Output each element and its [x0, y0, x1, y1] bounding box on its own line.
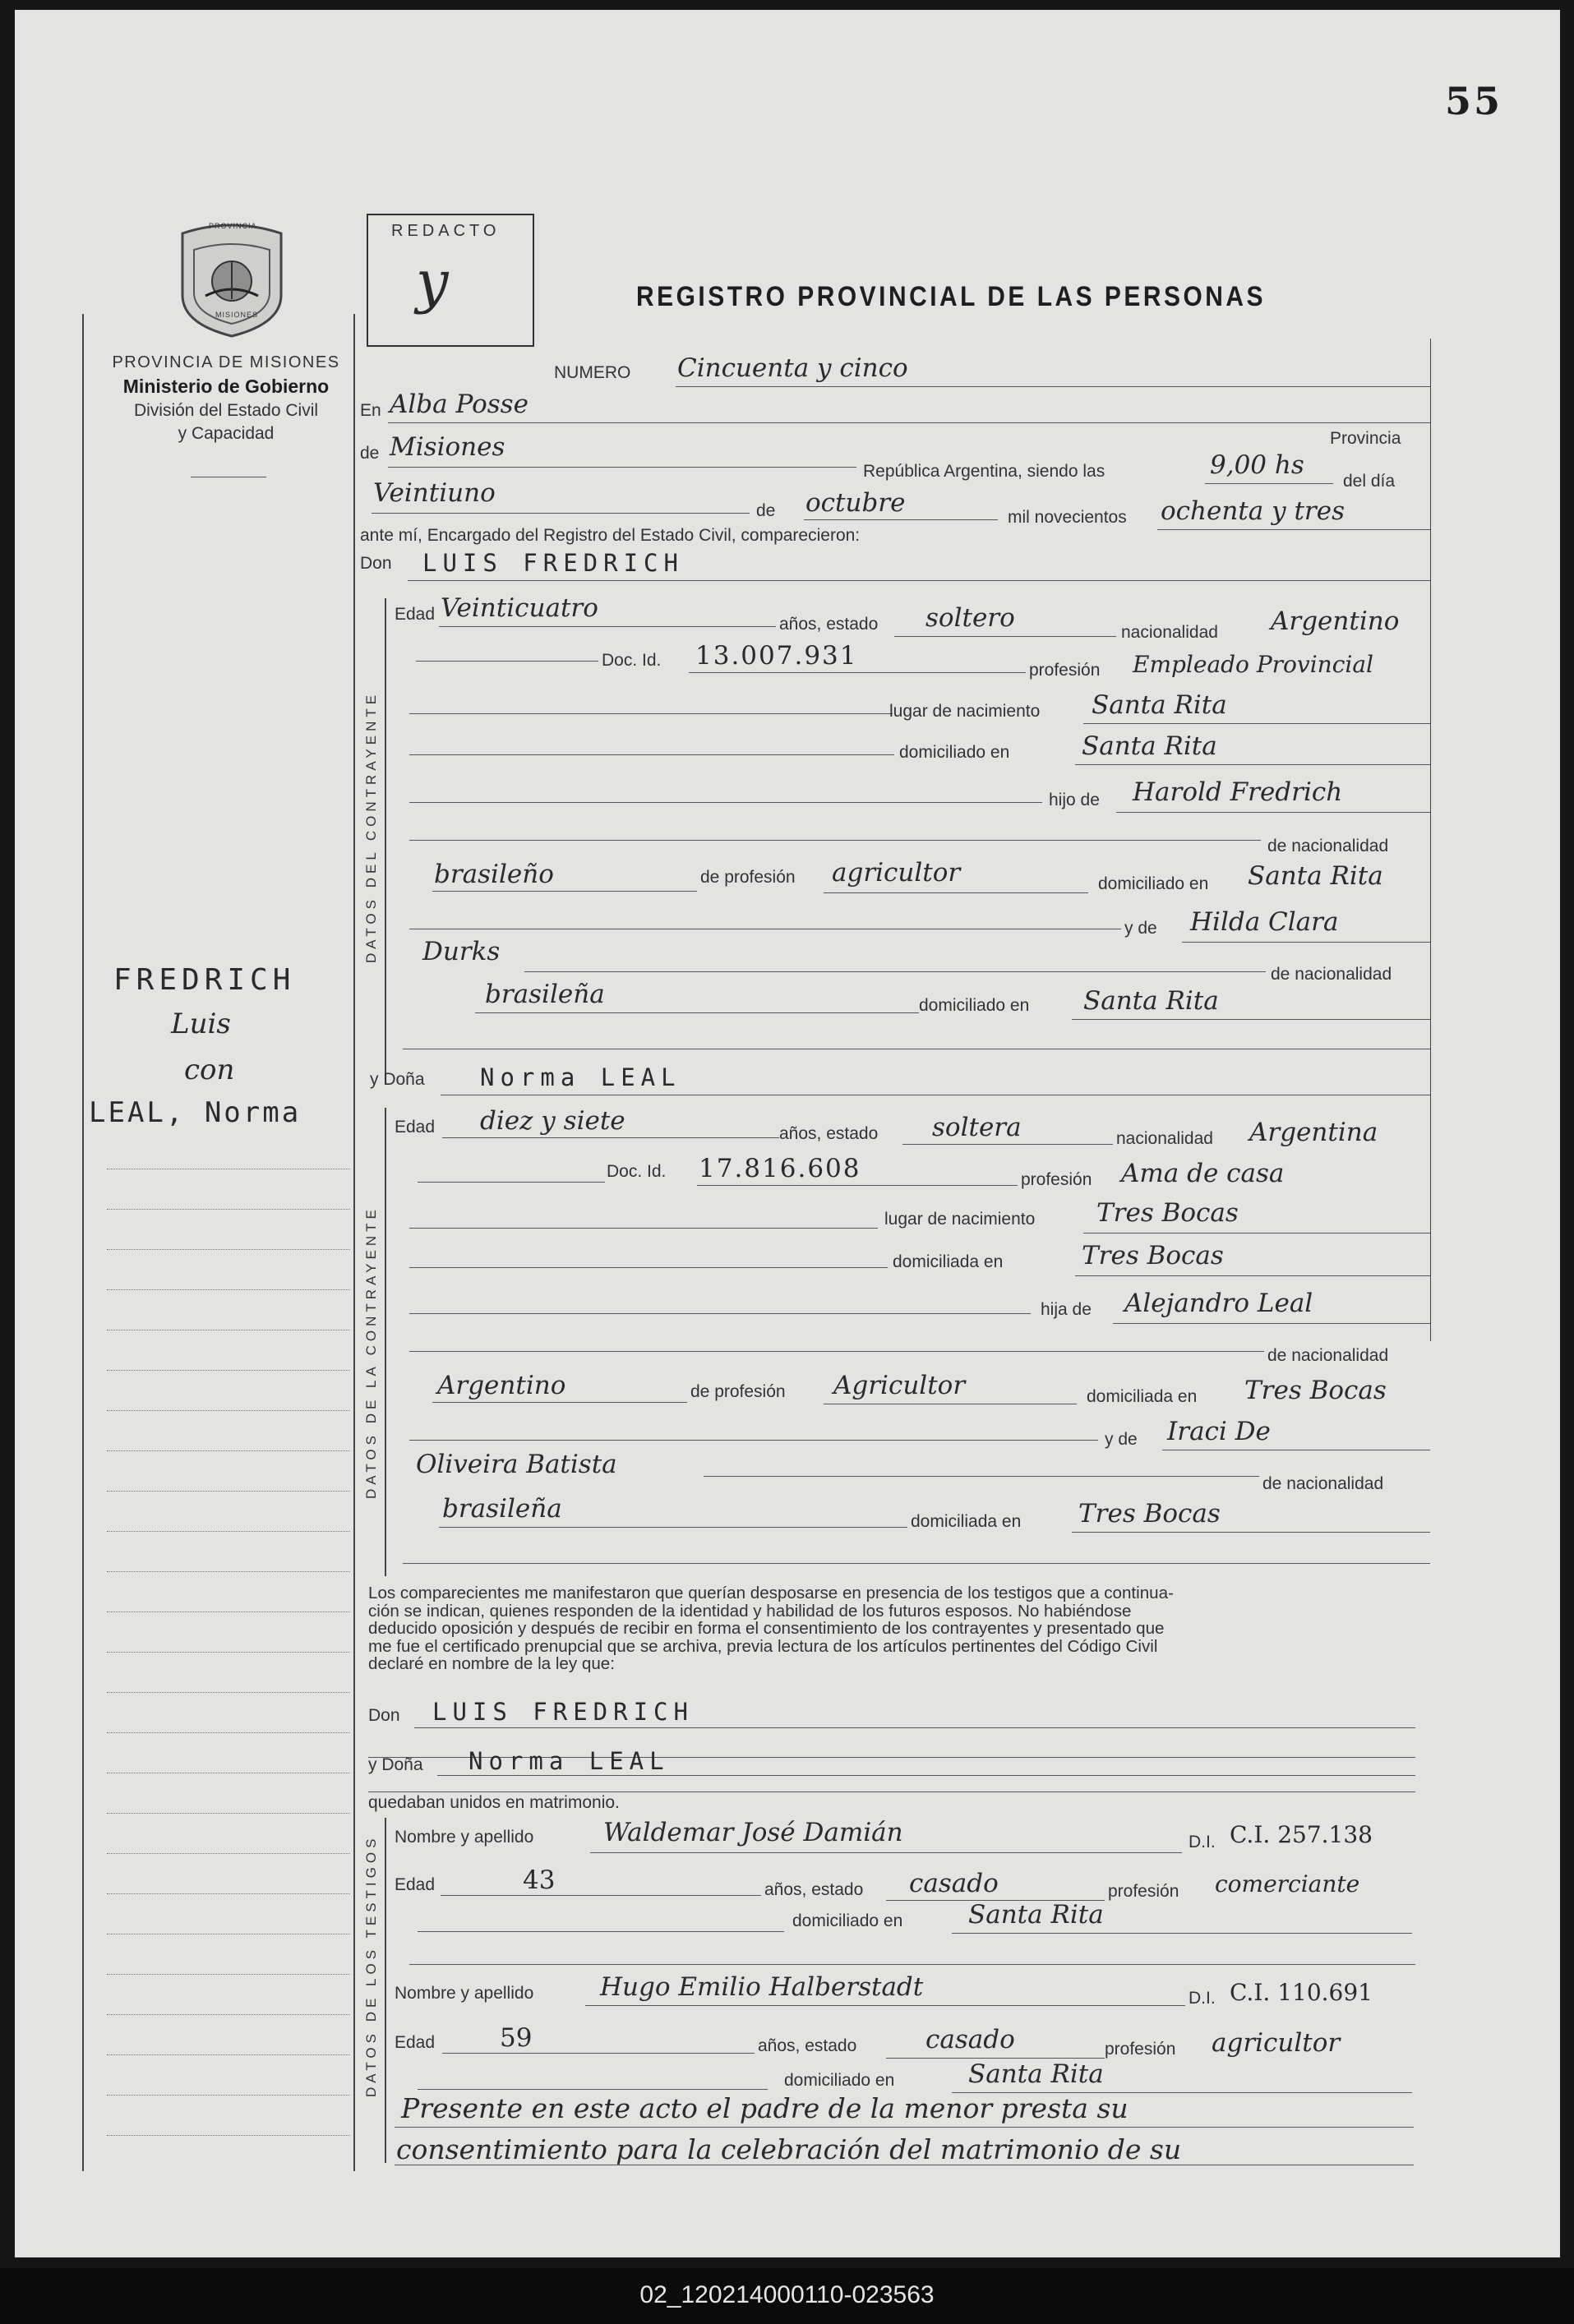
redacto-label: REDACTO: [391, 222, 501, 240]
scan-id: 02_120214000110-023563: [639, 2281, 935, 2308]
en-label: En: [360, 401, 381, 420]
groom-estado-rule: [894, 636, 1116, 637]
w2-edad-label: Edad: [395, 2033, 436, 2052]
w1-domicilio: Santa Rita: [968, 1900, 1104, 1930]
bride-estado-rule: [902, 1144, 1113, 1145]
don-label: Don: [360, 554, 392, 573]
groom-madre2-rule: [524, 971, 1266, 972]
bride-de-prof-label: de profesión: [690, 1382, 786, 1401]
dia-value: Veintiuno: [373, 478, 496, 508]
margin-ruled-line: [107, 2054, 350, 2055]
bride-yde-lead-rule: [409, 1440, 1098, 1441]
groom-nac-lead-rule: [409, 840, 1261, 841]
margin-ruled-line: [107, 1450, 350, 1451]
margin-ruled-line: [107, 1974, 350, 1975]
groom-padre-nac: brasileño: [434, 860, 554, 889]
margin-ruled-line: [107, 1893, 350, 1894]
lugar-rule: [388, 422, 1430, 423]
bride-madre-2: Oliveira Batista: [416, 1450, 617, 1479]
w1-estado: casado: [909, 1869, 999, 1898]
w2-name-rule: [585, 2005, 1185, 2006]
bride-edad: diez y siete: [480, 1106, 625, 1136]
w1-edad-rule: [441, 1895, 761, 1896]
groom-edad-rule: [439, 626, 776, 627]
dia-rule: [372, 513, 750, 514]
mil-label: mil novecientos: [1008, 508, 1127, 527]
groom-madre-nac: brasileña: [485, 980, 605, 1009]
decl-dona-label: y Doña: [368, 1755, 423, 1774]
margin-note-con: con: [184, 1054, 235, 1086]
note-rule-1: [395, 2127, 1414, 2128]
w1-profesion: comerciante: [1215, 1870, 1360, 1897]
groom-madre-2: Durks: [422, 937, 501, 966]
bride-doc-rule: [697, 1185, 1018, 1186]
seal-text-bottom: MISIONES: [215, 311, 259, 319]
province-label: PROVINCIA DE MISIONES: [112, 353, 340, 371]
bride-dom-label: domiciliada en: [893, 1252, 1004, 1271]
bride-padre-rule: [1113, 1323, 1430, 1324]
w1-edad-label: Edad: [395, 1875, 436, 1894]
provincia-value: Misiones: [390, 432, 505, 462]
witness-section-label: DATOS DE LOS TESTIGOS: [363, 1834, 379, 2097]
w1-name-rule: [590, 1852, 1182, 1853]
bride-nacionalidad: Argentina: [1249, 1118, 1378, 1147]
groom-nacionalidad: Argentino: [1271, 606, 1400, 636]
w2-name: Hugo Emilio Halberstadt: [600, 1972, 924, 2002]
numero-label: NUMERO: [554, 363, 631, 382]
w1-di: C.I. 257.138: [1230, 1821, 1373, 1848]
bride-padre-prof: Agricultor: [833, 1371, 966, 1400]
registry-title: REGISTRO PROVINCIAL DE LAS PERSONAS: [636, 281, 1267, 312]
lugar-value: Alba Posse: [390, 390, 529, 419]
groom-dom-rule: [1075, 764, 1430, 765]
bride-nac-lead-rule: [409, 1351, 1264, 1352]
w1-dom-lead-rule: [418, 1931, 784, 1932]
bride-lugar-nac-label: lugar de nacimiento: [884, 1210, 1036, 1229]
bride-dom-lead-rule: [409, 1267, 888, 1268]
bride-section-rule: [385, 1108, 386, 1576]
groom-madre-dom: Santa Rita: [1083, 986, 1219, 1016]
w1-di-label: D.I.: [1189, 1833, 1216, 1851]
margin-ruled-line: [107, 1249, 350, 1250]
bride-hija-lead-rule: [409, 1313, 1031, 1314]
groom-nac-label: nacionalidad: [1121, 623, 1218, 642]
decl-closing: quedaban unidos en matrimonio.: [368, 1793, 620, 1812]
declaration-line-1: Los comparecientes me manifestaron que querían desposarse en presencia de los testigos que a continua-: [368, 1584, 1174, 1602]
groom-madre: Hilda Clara: [1190, 907, 1339, 937]
groom-estado: soltero: [925, 603, 1015, 633]
declaration-line-2: ción se indican, quienes responden de la identidad y habilidad de los futuros esposos. No habiéndose: [368, 1601, 1132, 1621]
w2-anos-label: años, estado: [758, 2036, 857, 2055]
margin-ruled-line: [107, 1370, 350, 1371]
bride-padre-dom: Tres Bocas: [1244, 1376, 1387, 1405]
bride-lugar-lead-rule: [409, 1228, 878, 1229]
decl-bride: Norma LEAL: [469, 1747, 670, 1775]
groom-padre-dom: Santa Rita: [1248, 861, 1383, 891]
groom-hijo-lead-rule: [409, 802, 1042, 803]
groom-hijo-label: hijo de: [1049, 791, 1100, 809]
redacto-mark: y: [416, 248, 449, 316]
provincia-rule: [388, 467, 856, 468]
margin-ruled-line: [107, 2135, 350, 2136]
mes-value: octubre: [805, 488, 906, 518]
groom-edad: Veinticuatro: [441, 593, 598, 623]
groom-section-label: DATOS DEL CONTRAYENTE: [363, 690, 379, 963]
form-right-rule: [1430, 339, 1431, 1341]
groom-doc-rule: [689, 672, 1026, 673]
w1-nombre-label: Nombre y apellido: [395, 1828, 534, 1847]
bride-doc: 17.816.608: [699, 1154, 861, 1183]
bride-domicilio: Tres Bocas: [1082, 1241, 1224, 1270]
margin-ruled-line: [107, 2095, 350, 2096]
margin-ruled-line: [107, 1289, 350, 1290]
groom-de-prof-label: de profesión: [700, 868, 796, 887]
margin-ruled-line: [107, 1652, 350, 1653]
groom-profesion: Empleado Provincial: [1133, 651, 1373, 678]
groom-lugar-rule: [1083, 723, 1430, 724]
bride-lugar-nac: Tres Bocas: [1096, 1198, 1239, 1228]
mes-rule: [804, 519, 998, 520]
bride-de-nac-label: de nacionalidad: [1267, 1346, 1389, 1365]
del-dia-label: del día: [1343, 472, 1396, 491]
groom-padre-prof-rule: [824, 892, 1088, 893]
groom-padre-prof: agricultor: [832, 858, 961, 888]
bride-profesion: Ama de casa: [1121, 1159, 1285, 1188]
margin-ruled-line: [107, 1813, 350, 1814]
w1-edad: 43: [523, 1865, 556, 1895]
groom-padre-rule: [1116, 812, 1430, 813]
ante-label: ante mí, Encargado del Registro del Estado Civil, comparecieron:: [360, 526, 861, 545]
w1-end-rule: [409, 1964, 1415, 1965]
groom-dom-en-label: domiciliado en: [1098, 874, 1209, 893]
declaration-text: [368, 1584, 1174, 1673]
groom-dom-label: domiciliado en: [899, 743, 1010, 762]
bride-estado: soltera: [932, 1113, 1022, 1142]
bride-dom-en-label: domiciliada en: [1087, 1387, 1198, 1406]
groom-de-nac-label-2: de nacionalidad: [1271, 965, 1392, 984]
bride-hija-label: hija de: [1041, 1300, 1092, 1319]
w2-edad: 59: [500, 2023, 533, 2053]
groom-dom-lead-rule: [409, 754, 894, 755]
de-label: de: [360, 444, 380, 463]
w1-dom-rule: [952, 1933, 1412, 1934]
w2-profesion: agricultor: [1212, 2028, 1341, 2058]
register-page: [15, 10, 1560, 2257]
bride-madre-dom-rule: [1072, 1532, 1430, 1533]
declaration-line-5: declaré en nombre de la ley que:: [368, 1654, 615, 1673]
groom-anos-label: años, estado: [779, 615, 879, 634]
w2-estado-rule: [886, 2058, 1105, 2059]
margin-ruled-line: [107, 1692, 350, 1693]
groom-madre-rule: [1182, 942, 1430, 943]
bride-de-nac-label-2: de nacionalidad: [1262, 1474, 1384, 1493]
bride-doc-label: Doc. Id.: [607, 1162, 667, 1181]
groom-madre-nac-rule: [475, 1012, 919, 1013]
bride-madre-dom: Tres Bocas: [1078, 1499, 1221, 1529]
bride-padre-nac-rule: [432, 1402, 687, 1403]
note-line-2: consentimiento para la celebración del matrimonio de su: [396, 2133, 1182, 2165]
bride-dom-rule: [1075, 1275, 1430, 1276]
margin-ruled-line: [107, 1732, 350, 1733]
groom-name: LUIS FREDRICH: [422, 549, 684, 577]
anio-value: ochenta y tres: [1161, 496, 1345, 526]
bride-name: Norma LEAL: [480, 1063, 681, 1091]
groom-edad-label: Edad: [395, 605, 436, 624]
w1-anos-label: años, estado: [764, 1880, 864, 1899]
w2-nombre-label: Nombre y apellido: [395, 1984, 534, 2003]
margin-ruled-line: [107, 1491, 350, 1492]
w1-dom-label: domiciliado en: [792, 1911, 903, 1930]
groom-y-de-label: y de: [1124, 919, 1157, 938]
anio-rule: [1157, 529, 1430, 530]
decl-bride-rule: [437, 1775, 1415, 1776]
ministry-label: Ministerio de Gobierno: [122, 376, 330, 397]
bride-y-de-label: y de: [1105, 1430, 1138, 1449]
w1-prof-label: profesión: [1108, 1882, 1179, 1901]
bride-madre-nac-rule: [439, 1527, 907, 1528]
bride-prof-label: profesión: [1021, 1170, 1092, 1189]
witness-section-rule: [385, 1818, 386, 2163]
bride-padre-nac: Argentino: [437, 1371, 566, 1400]
w2-di-label: D.I.: [1189, 1989, 1216, 2008]
w1-name: Waldemar José Damián: [603, 1818, 903, 1847]
w2-dom-label: domiciliado en: [784, 2071, 895, 2090]
w2-di: C.I. 110.691: [1230, 1979, 1373, 2006]
w2-domicilio: Santa Rita: [968, 2059, 1104, 2089]
bride-nac-label: nacionalidad: [1116, 1129, 1213, 1148]
groom-de-nac-label: de nacionalidad: [1267, 837, 1389, 855]
groom-doc-lead-rule: [416, 661, 598, 662]
groom-lugar-nac: Santa Rita: [1092, 690, 1227, 720]
groom-lugar-lead-rule: [409, 713, 893, 714]
division-label: División del Estado Civil: [133, 401, 319, 420]
groom-name-rule: [408, 580, 1430, 581]
margin-note-name: Luis: [171, 1008, 231, 1040]
margin-ruled-line: [107, 2014, 350, 2015]
w2-prof-label: profesión: [1105, 2040, 1176, 2059]
margin-ruled-line: [107, 1209, 350, 1210]
de-label-2: de: [756, 501, 776, 520]
decl-blank-rule-2: [368, 1791, 1415, 1792]
bride-madre-dom-label: domiciliada en: [911, 1512, 1022, 1531]
note-line-1: Presente en este acto el padre de la menor presta su: [401, 2092, 1129, 2124]
margin-note-bride: LEAL, Norma: [89, 1096, 302, 1129]
w2-edad-rule: [442, 2053, 755, 2054]
groom-section-rule: [385, 598, 386, 1083]
bride-edad-rule: [442, 1137, 779, 1138]
hora-rule: [1205, 483, 1333, 484]
w2-estado: casado: [925, 2025, 1015, 2054]
groom-doc: 13.007.931: [695, 641, 858, 671]
scan-footer: [0, 2268, 1574, 2324]
groom-padre-nac-rule: [432, 891, 697, 892]
division-label-2: y Capacidad: [178, 424, 275, 443]
margin-left-rule: [82, 314, 84, 2171]
hora-value: 9,00 hs: [1210, 450, 1304, 480]
page-number: 55: [1445, 79, 1503, 123]
margin-note-surname: FREDRICH: [113, 963, 296, 997]
bride-madre-nac: brasileña: [442, 1494, 562, 1524]
declaration-line-3: deducido oposición y después de recibir en forma el consentimiento de los contrayentes y presentado que: [368, 1619, 1165, 1638]
provincia-label: Provincia: [1330, 429, 1401, 448]
bride-end-rule: [403, 1563, 1430, 1564]
groom-madre-dom-label: domiciliado en: [919, 996, 1030, 1015]
margin-ruled-line: [107, 1531, 350, 1532]
bride-edad-label: Edad: [395, 1118, 436, 1137]
margin-ruled-line: [107, 1571, 350, 1572]
declaration-line-4: me fue el certificado prenupcial que se archiva, previa lectura de los artículos pertinentes del Código Civil: [368, 1636, 1158, 1656]
numero-value: Cincuenta y cinco: [677, 353, 908, 383]
groom-padre: Harold Fredrich: [1133, 777, 1343, 807]
provincial-seal-icon: [173, 217, 291, 340]
groom-prof-label: profesión: [1029, 661, 1101, 680]
groom-lugar-nac-label: lugar de nacimiento: [889, 702, 1041, 721]
groom-madre-dom-rule: [1072, 1019, 1430, 1020]
margin-ruled-line: [107, 1410, 350, 1411]
dona-label: y Doña: [370, 1070, 425, 1089]
bride-madre2-rule: [704, 1476, 1259, 1477]
decl-don-label: Don: [368, 1706, 400, 1725]
margin-ruled-line: [107, 1853, 350, 1854]
numero-rule: [676, 386, 1430, 387]
margin-right-rule: [353, 314, 355, 2171]
groom-domicilio: Santa Rita: [1082, 731, 1217, 761]
seal-text-top: PROVINCIA: [209, 222, 257, 230]
issuer-header: [74, 353, 378, 444]
republica-label: República Argentina, siendo las: [863, 462, 1105, 481]
w2-dom-lead-rule: [418, 2089, 768, 2090]
decl-groom: LUIS FREDRICH: [432, 1698, 694, 1726]
bride-section-label: DATOS DE LA CONTRAYENTE: [363, 1206, 379, 1499]
bride-madre: Iraci De: [1167, 1417, 1271, 1446]
bride-padre: Alejandro Leal: [1124, 1289, 1313, 1318]
decl-groom-rule: [414, 1727, 1415, 1728]
bride-anos-label: años, estado: [779, 1124, 879, 1143]
groom-doc-label: Doc. Id.: [602, 651, 662, 670]
bride-doc-lead-rule: [418, 1182, 605, 1183]
